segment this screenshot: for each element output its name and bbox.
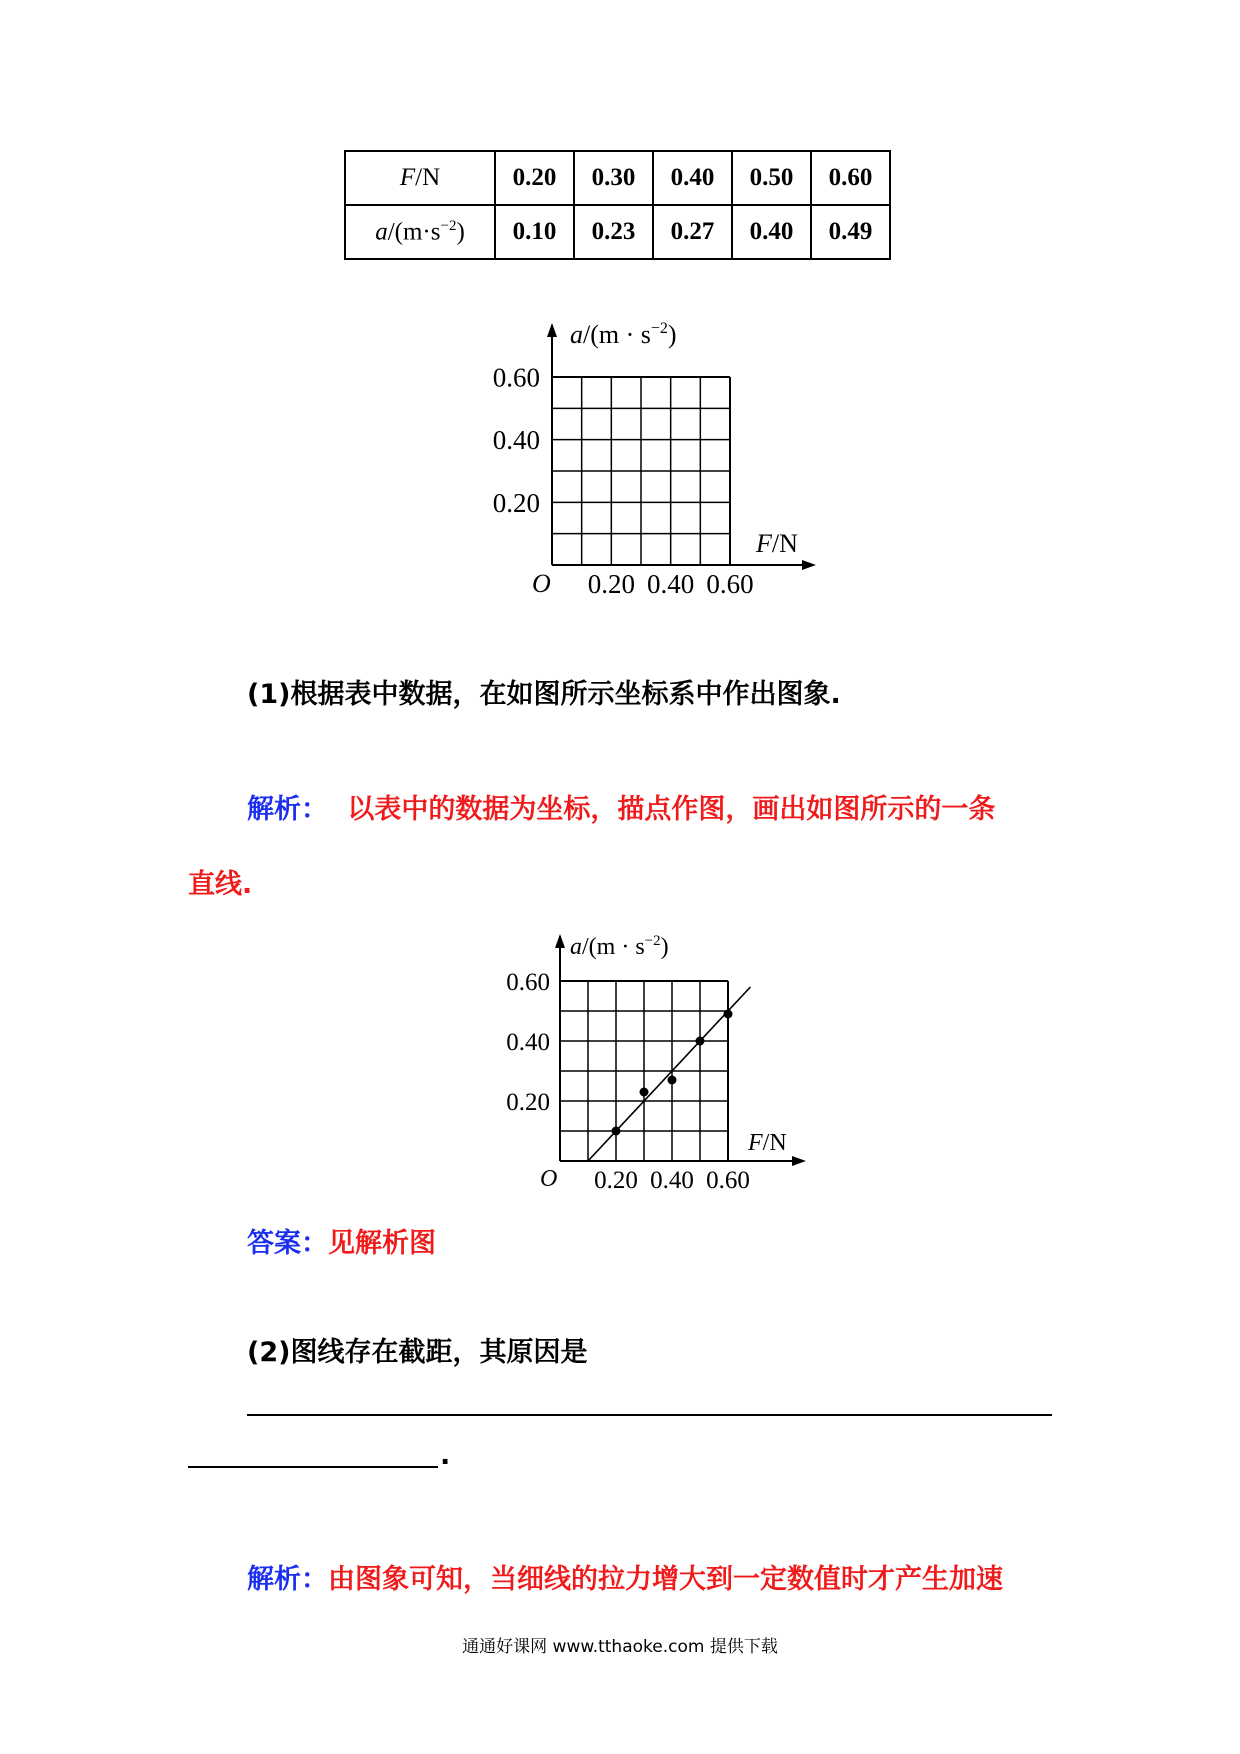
analysis-2-text: 由图象可知，当细线的拉力增大到一定数值时才产生加速 [328,1564,1003,1595]
x-tick-label: 0.40 [650,1167,694,1194]
question-1 [247,672,841,711]
y-axis-label: $a/(m \cdot s^{-2})$ [570,933,669,960]
x-tick-label: 0.40 [647,569,695,599]
table-cell: 0.50 [732,151,811,205]
x-tick-label: 0.60 [706,1167,750,1194]
y-axis-arrow-icon [547,323,557,337]
chart1-grid [552,377,730,565]
force-unit: /N [415,164,441,191]
data-table [344,150,891,260]
analysis-label: 解析： [247,1564,328,1595]
answer-text: 见解析图 [328,1228,436,1259]
analysis-1 [247,787,995,826]
y-tick-label: 0.60 [506,968,550,996]
answer-label: 答案： [247,1228,328,1259]
answer-blank-line-1 [247,1414,1052,1416]
acceleration-symbol: a [375,218,388,246]
x-axis-label: F/N [756,529,798,558]
analysis-2 [247,1557,1003,1596]
table-row-acceleration [345,205,890,259]
y-tick-label: 0.20 [492,487,540,518]
table-cell: 0.49 [811,205,890,259]
acceleration-unit-close: ) [456,218,465,246]
origin-label: O [532,569,551,598]
data-point [612,1127,621,1136]
x-tick-label: 0.60 [706,569,754,599]
chart1-ticks [493,362,754,599]
page-footer: 通通好课网 www.tthaoke.com 提供下载 [462,1637,778,1657]
y-tick-label: 0.60 [492,362,540,393]
table-cell: 0.23 [574,205,653,259]
table-cell: 0.40 [732,205,811,259]
origin-label: O [540,1166,558,1192]
table-cell: 0.20 [495,151,574,205]
table-cell: 0.27 [653,205,732,259]
table-header-acceleration [345,205,495,259]
data-point [724,1010,733,1019]
acceleration-unit: /(m·s [387,218,441,246]
y-tick-label: 0.40 [506,1028,550,1056]
question-1-text: (1)根据表中数据，在如图所示坐标系中作出图象. [247,679,841,710]
blank-end-mark: . [440,1440,451,1471]
analysis-label: 解析： [247,794,328,825]
question-2-text: (2)图线存在截距，其原因是 [247,1337,588,1368]
y-axis-label: $a/(m \cdot s^{-2})$ [570,320,677,349]
answer-blank-line-2 [188,1466,438,1468]
y-tick-label: 0.40 [492,425,540,456]
chart2-grid [560,981,728,1161]
data-point [668,1076,677,1085]
analysis-1-line1: 以表中的数据为坐标，描点作图，画出如图所示的一条 [347,794,996,825]
table-cell: 0.30 [574,151,653,205]
y-axis-arrow-icon [555,934,565,948]
table-cell: 0.40 [653,151,732,205]
answer-1 [247,1221,436,1260]
table-header-force [345,151,495,205]
data-point [640,1088,649,1097]
x-axis-arrow-icon [792,1156,806,1166]
y-tick-label: 0.20 [506,1088,550,1116]
x-axis-arrow-icon [802,560,816,570]
table-row-force [345,151,890,205]
plotted-chart [490,928,830,1208]
data-point [696,1037,705,1046]
x-tick-label: 0.20 [587,569,635,599]
analysis-1-line2: 直线. [188,869,253,900]
acceleration-exponent: −2 [440,217,457,234]
empty-grid-chart [470,315,840,615]
table-cell: 0.60 [811,151,890,205]
x-tick-label: 0.20 [594,1167,638,1194]
force-symbol: F [399,164,416,191]
x-axis-label: F/N [748,1130,787,1156]
question-2 [247,1330,587,1369]
table-cell: 0.10 [495,205,574,259]
